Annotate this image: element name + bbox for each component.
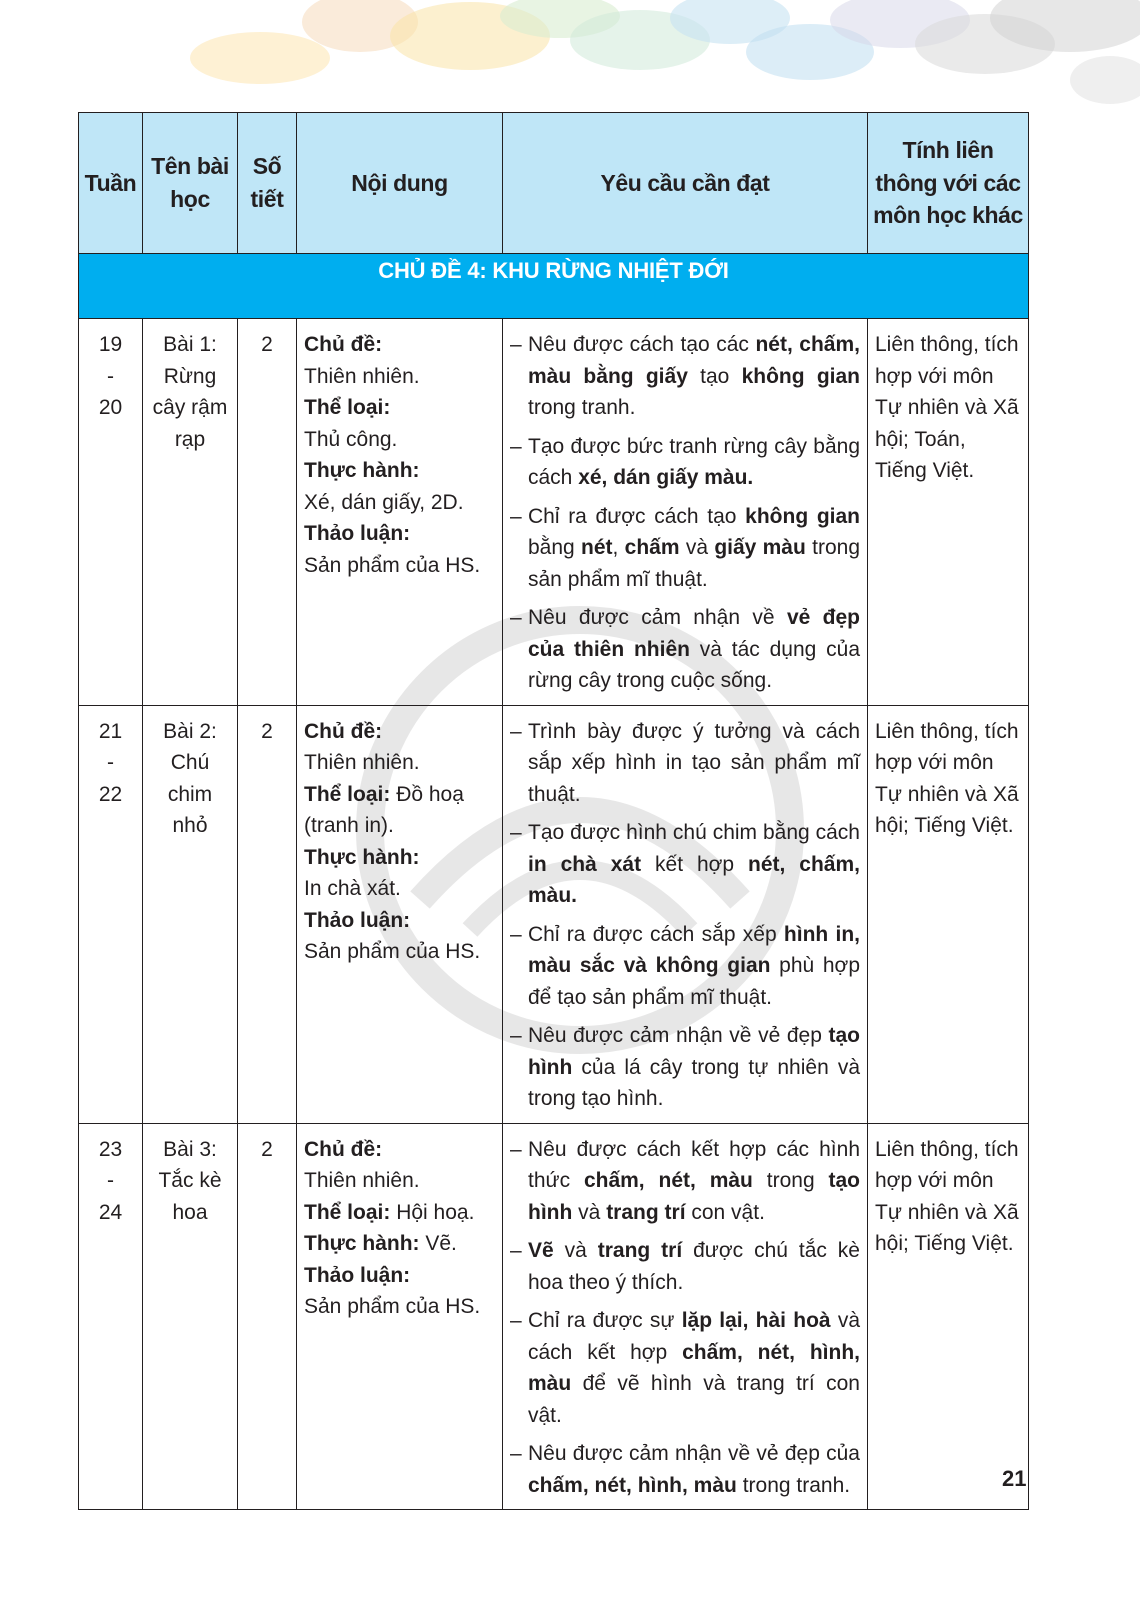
requirement-text: và (679, 536, 715, 559)
requirement-emphasis: vẻ đẹp của thiên nhiên (528, 606, 860, 661)
requirement-text: trong tranh. (736, 1473, 851, 1497)
requirement-emphasis: trang trí (597, 1239, 683, 1262)
content-value: Sản phẩm của HS. (304, 553, 481, 577)
integration-cell: Liên thông, tích hợp với môn Tự nhiên và Xã hội; Tiếng Việt. (868, 705, 1029, 1123)
watercolor-splash-decoration (0, 0, 1140, 130)
requirement-text: Trình bày được ý tưởng và cách sắp xếp hình in tạo sản phẩm mĩ thuật. (528, 719, 860, 806)
requirement-text: trong (752, 1169, 829, 1192)
requirement-item (510, 716, 860, 811)
requirement-emphasis: lặp lại, hài hoà (681, 1309, 831, 1332)
week-separator: - (107, 751, 114, 774)
content-label: Chủ đề: (304, 719, 383, 743)
content-value: Thiên nhiên. (304, 751, 420, 774)
content-value: In chà xát. (304, 877, 401, 900)
week-separator: - (107, 1169, 114, 1192)
content-pair (304, 779, 495, 842)
content-label: Thể loại: (304, 396, 391, 419)
week-separator: - (107, 364, 114, 388)
requirement-emphasis: không gian (741, 364, 860, 388)
requirement-item (510, 817, 860, 912)
header-hours: Số tiết (238, 113, 297, 254)
requirement-text: con vật. (685, 1200, 765, 1224)
content-value: Đồ hoạ (tranh in). (304, 782, 464, 837)
requirement-emphasis: giấy màu (714, 536, 806, 559)
requirement-emphasis: chấm, nét, hình, màu (528, 1340, 860, 1395)
content-value: Thủ công. (304, 427, 398, 451)
lesson-plan-table (78, 112, 1029, 1510)
requirement-emphasis: Vẽ (528, 1239, 554, 1262)
lesson-hours: 2 (238, 1123, 297, 1510)
requirement-text: Tạo được bức tranh rừng cây bằng cách (528, 434, 860, 489)
header-week: Tuần (79, 113, 143, 254)
requirement-text: trong tranh. (528, 396, 636, 419)
requirement-text: của lá cây trong tự nhiên và trong tạo hình. (528, 1055, 860, 1110)
integration-cell: Liên thông, tích hợp với môn Tự nhiên và Xã hội; Tiếng Việt. (868, 1123, 1029, 1510)
requirement-text: Nêu được cảm nhận về vẻ đẹp (528, 1024, 829, 1047)
requirement-text: kết hợp (641, 852, 749, 876)
requirement-text: để vẽ hình và trang trí con vật. (528, 1372, 860, 1427)
requirement-item (510, 1020, 860, 1115)
requirement-emphasis: tạo hình (528, 1024, 860, 1079)
header-lesson: Tên bài học (143, 113, 238, 254)
requirement-text: và tác dụng của rừng cây trong cuộc sống. (528, 637, 861, 692)
requirements-cell (503, 705, 868, 1123)
content-label: Thực hành: (304, 1232, 420, 1255)
content-label: Thực hành: (304, 845, 420, 869)
content-value: Thiên nhiên. (304, 364, 420, 388)
content-cell (297, 1123, 503, 1510)
requirement-item (510, 1438, 860, 1501)
content-label: Thể loại: (304, 1200, 391, 1224)
requirement-text: và cách kết hợp (528, 1309, 861, 1364)
requirement-text: Nêu được cảm nhận về (528, 606, 787, 629)
requirement-emphasis: nét, chấm, màu. (528, 852, 860, 907)
header-requirements: Yêu cầu cần đạt (503, 113, 868, 254)
week-from: 21 (98, 719, 123, 743)
content-pair (304, 1228, 495, 1260)
content-value: Hội hoạ. (396, 1200, 475, 1224)
requirement-emphasis: chấm, nét, màu (583, 1169, 753, 1192)
week-cell (79, 705, 143, 1123)
requirement-item (510, 431, 860, 494)
header-integration: Tính liên thông với các môn học khác (868, 113, 1029, 254)
table-row (79, 1123, 1029, 1510)
requirement-text: Tạo được hình chú chim bằng cách (528, 821, 860, 844)
requirement-text: và (553, 1239, 598, 1262)
requirements-cell (503, 1123, 868, 1510)
content-label: Chủ đề: (304, 333, 383, 356)
requirement-item (510, 329, 860, 424)
requirement-emphasis: in chà xát (528, 852, 642, 876)
requirement-item (510, 919, 860, 1014)
requirement-item (510, 1235, 860, 1298)
page-number: 21 (1002, 1466, 1027, 1491)
requirement-text: được chú tắc kè hoa theo ý thích. (528, 1239, 860, 1294)
topic-row (79, 254, 1029, 319)
content-cell (297, 319, 503, 706)
requirement-text: trong sản phẩm mĩ thuật. (528, 536, 860, 591)
requirement-emphasis: chấm, nét, hình, màu (528, 1473, 737, 1497)
requirement-text: và (572, 1200, 607, 1224)
week-cell (79, 319, 143, 706)
requirement-emphasis: tạo hình (528, 1169, 860, 1224)
requirement-emphasis: nét, chấm, màu bằng giấy (528, 333, 860, 388)
header-content: Nội dung (297, 113, 503, 254)
requirement-text: bằng (528, 536, 582, 559)
requirement-text: Chỉ ra được cách tạo (528, 504, 746, 528)
requirement-emphasis: hình in, màu sắc và không gian (528, 922, 860, 977)
requirement-emphasis: trang trí (606, 1200, 686, 1224)
table-header-row (79, 113, 1029, 254)
requirement-item (510, 1305, 860, 1431)
content-label: Chủ đề: (304, 1137, 383, 1161)
content-label: Thảo luận: (304, 1263, 411, 1287)
content-label: Thảo luận: (304, 522, 411, 545)
week-from: 23 (98, 1137, 123, 1161)
content-label: Thực hành: (304, 459, 420, 482)
lesson-name: Bài 1: Rừng cây rậm rạp (143, 319, 238, 706)
content-value: Sản phẩm của HS. (304, 1295, 481, 1318)
requirement-text: Chỉ ra được sự (528, 1309, 682, 1332)
requirement-emphasis: chấm (624, 536, 680, 559)
requirement-item (510, 1134, 860, 1229)
requirements-cell (503, 319, 868, 706)
requirement-emphasis: xé, dán giấy màu. (578, 466, 754, 489)
requirement-text: Chỉ ra được cách sắp xếp (528, 922, 784, 946)
week-to: 24 (98, 1200, 123, 1224)
lesson-hours: 2 (238, 319, 297, 706)
requirement-emphasis: nét (581, 536, 613, 559)
week-cell (79, 1123, 143, 1510)
content-value: Vẽ. (425, 1232, 457, 1255)
week-to: 20 (98, 396, 123, 419)
table-row (79, 705, 1029, 1123)
content-label: Thể loại: (304, 782, 391, 806)
requirement-text: , (612, 536, 625, 559)
integration-cell: Liên thông, tích hợp với môn Tự nhiên và Xã hội; Toán, Tiếng Việt. (868, 319, 1029, 706)
content-value: Thiên nhiên. (304, 1169, 420, 1192)
week-to: 22 (98, 782, 123, 806)
content-pair (304, 1197, 495, 1229)
requirement-text: Nêu được cách tạo các (528, 333, 756, 356)
content-value: Xé, dán giấy, 2D. (304, 490, 464, 514)
topic-title: CHỦ ĐỀ 4: KHU RỪNG NHIỆT ĐỚI (79, 254, 1029, 319)
content-value: Sản phẩm của HS. (304, 940, 481, 963)
week-from: 19 (98, 333, 123, 356)
content-label: Thảo luận: (304, 908, 411, 932)
lesson-name: Bài 2: Chú chim nhỏ (143, 705, 238, 1123)
content-cell (297, 705, 503, 1123)
requirement-text: tạo (687, 364, 742, 388)
requirement-text: phù hợp để tạo sản phẩm mĩ thuật. (528, 954, 860, 1009)
requirement-item (510, 602, 860, 697)
lesson-name: Bài 3: Tắc kè hoa (143, 1123, 238, 1510)
requirement-text: Nêu được cách kết hợp các hình thức (528, 1137, 860, 1192)
table-row (79, 319, 1029, 706)
lesson-hours: 2 (238, 705, 297, 1123)
requirement-item (510, 501, 860, 596)
requirement-emphasis: không gian (745, 504, 860, 528)
requirement-text: Nêu được cảm nhận về vẻ đẹp của (528, 1442, 860, 1465)
